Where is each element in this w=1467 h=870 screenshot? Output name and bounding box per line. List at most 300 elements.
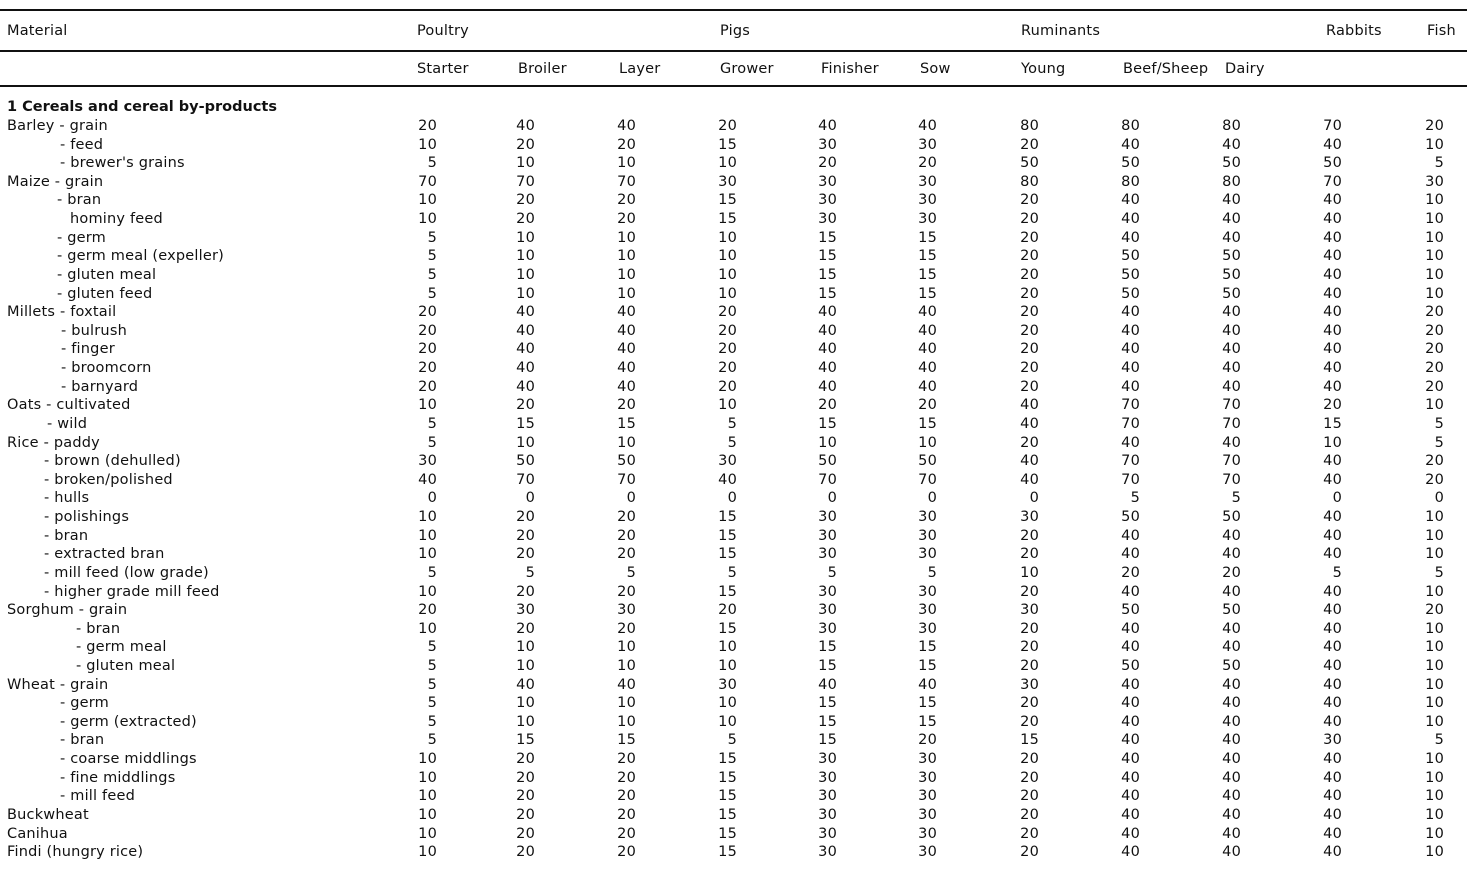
row-value: 40 (1222, 769, 1241, 786)
row-value: 0 (1332, 490, 1342, 507)
row-label: - germ meal (76, 639, 167, 656)
row-value: 5 (525, 564, 535, 581)
row-value: 20 (418, 378, 437, 395)
row-value: 70 (1121, 453, 1140, 470)
row-value: 20 (818, 397, 837, 414)
row-value: 30 (918, 825, 937, 842)
row-value: 15 (718, 192, 737, 209)
row-value: 40 (1323, 527, 1342, 544)
row-value: 20 (1020, 546, 1039, 563)
row-value: 20 (918, 155, 937, 172)
row-value: 30 (918, 192, 937, 209)
row-label: - coarse middlings (60, 751, 197, 768)
header-mid-rule (0, 50, 1467, 52)
row-value: 10 (418, 620, 437, 637)
row-value: 10 (418, 211, 437, 228)
row-value: 10 (418, 527, 437, 544)
row-value: 5 (427, 713, 437, 730)
row-value: 30 (818, 509, 837, 526)
row-value: 10 (1425, 769, 1444, 786)
row-value: 5 (427, 248, 437, 265)
row-value: 5 (427, 639, 437, 656)
row-value: 15 (818, 415, 837, 432)
row-value: 10 (617, 695, 636, 712)
row-value: 0 (727, 490, 737, 507)
row-value: 40 (1323, 825, 1342, 842)
row-value: 40 (1020, 453, 1039, 470)
row-value: 20 (516, 769, 535, 786)
row-value: 50 (1020, 155, 1039, 172)
row-value: 40 (1222, 546, 1241, 563)
row-value: 20 (1020, 825, 1039, 842)
row-value: 10 (1425, 676, 1444, 693)
row-value: 40 (1323, 695, 1342, 712)
row-value: 40 (1121, 229, 1140, 246)
row-value: 40 (1121, 713, 1140, 730)
row-value: 50 (1222, 509, 1241, 526)
row-value: 40 (1323, 471, 1342, 488)
row-value: 20 (918, 732, 937, 749)
row-value: 40 (1222, 713, 1241, 730)
row-value: 70 (918, 471, 937, 488)
row-value: 10 (617, 639, 636, 656)
row-value: 40 (1222, 304, 1241, 321)
row-value: 15 (718, 583, 737, 600)
row-label: Sorghum - grain (7, 602, 128, 619)
row-value: 30 (818, 825, 837, 842)
row-value: 40 (1222, 844, 1241, 861)
row-value: 70 (1121, 397, 1140, 414)
row-value: 15 (918, 713, 937, 730)
row-value: 70 (1121, 415, 1140, 432)
row-value: 40 (1121, 732, 1140, 749)
row-value: 20 (516, 546, 535, 563)
row-value: 30 (918, 173, 937, 190)
row-value: 70 (617, 173, 636, 190)
row-value: 40 (617, 304, 636, 321)
row-value: 40 (1020, 415, 1039, 432)
row-value: 70 (1121, 471, 1140, 488)
row-value: 20 (516, 825, 535, 842)
row-value: 50 (617, 453, 636, 470)
row-value: 30 (418, 453, 437, 470)
row-value: 40 (617, 322, 636, 339)
row-value: 10 (718, 285, 737, 302)
row-value: 20 (1020, 769, 1039, 786)
row-value: 5 (427, 415, 437, 432)
row-value: 10 (418, 192, 437, 209)
row-value: 40 (1121, 304, 1140, 321)
row-value: 5 (1434, 155, 1444, 172)
row-value: 10 (1425, 806, 1444, 823)
row-value: 40 (918, 378, 937, 395)
row-value: 10 (418, 751, 437, 768)
row-value: 10 (718, 266, 737, 283)
row-value: 10 (1425, 844, 1444, 861)
header-group-poultry: Poultry (417, 23, 469, 39)
row-label: - fine middlings (60, 769, 176, 786)
row-value: 15 (818, 713, 837, 730)
row-value: 20 (1020, 583, 1039, 600)
row-value: 30 (918, 527, 937, 544)
row-value: 20 (1020, 751, 1039, 768)
row-label: - bran (44, 527, 89, 544)
row-value: 10 (818, 434, 837, 451)
row-value: 5 (1231, 490, 1241, 507)
row-value: 20 (1020, 192, 1039, 209)
row-value: 30 (818, 620, 837, 637)
row-value: 20 (718, 602, 737, 619)
row-label: - bran (57, 192, 102, 209)
row-value: 20 (617, 844, 636, 861)
row-value: 50 (1222, 602, 1241, 619)
row-value: 15 (818, 285, 837, 302)
row-value: 10 (1425, 713, 1444, 730)
row-value: 40 (1020, 471, 1039, 488)
row-value: 40 (1222, 360, 1241, 377)
row-value: 40 (1222, 229, 1241, 246)
row-value: 30 (818, 583, 837, 600)
row-value: 40 (1323, 136, 1342, 153)
row-value: 20 (1425, 453, 1444, 470)
row-value: 30 (918, 509, 937, 526)
row-value: 80 (1020, 173, 1039, 190)
row-value: 10 (617, 285, 636, 302)
row-value: 20 (1020, 434, 1039, 451)
row-value: 10 (617, 434, 636, 451)
row-value: 40 (1222, 322, 1241, 339)
row-value: 10 (418, 844, 437, 861)
row-value: 5 (1434, 434, 1444, 451)
row-value: 20 (516, 583, 535, 600)
row-value: 15 (918, 229, 937, 246)
row-value: 15 (718, 509, 737, 526)
row-value: 40 (1323, 620, 1342, 637)
row-value: 10 (1425, 248, 1444, 265)
row-value: 80 (1020, 118, 1039, 134)
row-value: 20 (516, 527, 535, 544)
row-label: - finger (61, 341, 115, 358)
row-value: 10 (1425, 266, 1444, 283)
row-value: 20 (617, 769, 636, 786)
row-value: 10 (418, 546, 437, 563)
row-value: 10 (617, 266, 636, 283)
row-value: 20 (516, 192, 535, 209)
row-value: 20 (1020, 788, 1039, 805)
row-value: 40 (1222, 620, 1241, 637)
row-value: 20 (516, 844, 535, 861)
row-value: 20 (617, 192, 636, 209)
row-value: 20 (818, 155, 837, 172)
row-value: 10 (516, 266, 535, 283)
row-value: 50 (1121, 285, 1140, 302)
row-value: 15 (918, 695, 937, 712)
row-value: 40 (617, 378, 636, 395)
row-value: 15 (818, 695, 837, 712)
subheader-finisher: Finisher (821, 61, 879, 77)
row-value: 20 (617, 397, 636, 414)
row-value: 30 (918, 806, 937, 823)
row-value: 20 (1020, 639, 1039, 656)
row-value: 20 (617, 136, 636, 153)
row-value: 40 (1323, 378, 1342, 395)
row-value: 10 (918, 434, 937, 451)
row-value: 40 (1222, 136, 1241, 153)
row-value: 40 (1121, 360, 1140, 377)
row-label: hominy feed (70, 211, 163, 228)
row-value: 30 (818, 136, 837, 153)
row-value: 5 (727, 434, 737, 451)
row-value: 40 (1222, 434, 1241, 451)
row-value: 5 (1434, 415, 1444, 432)
row-value: 40 (1121, 844, 1140, 861)
row-value: 10 (418, 769, 437, 786)
row-value: 70 (1323, 173, 1342, 190)
row-value: 15 (818, 248, 837, 265)
row-label: - feed (60, 136, 104, 153)
row-value: 50 (1222, 248, 1241, 265)
row-value: 30 (818, 751, 837, 768)
row-value: 10 (718, 639, 737, 656)
row-value: 15 (718, 825, 737, 842)
row-value: 50 (1222, 657, 1241, 674)
row-value: 10 (718, 713, 737, 730)
row-value: 15 (718, 211, 737, 228)
row-value: 10 (1425, 229, 1444, 246)
row-value: 5 (1434, 564, 1444, 581)
row-value: 50 (1222, 266, 1241, 283)
row-value: 30 (718, 173, 737, 190)
row-label: - germ (57, 229, 106, 246)
row-value: 40 (1222, 806, 1241, 823)
row-value: 70 (1323, 118, 1342, 134)
row-value: 10 (1425, 509, 1444, 526)
row-value: 5 (727, 415, 737, 432)
row-value: 40 (1323, 266, 1342, 283)
row-label: - higher grade mill feed (44, 583, 220, 600)
row-value: 15 (918, 285, 937, 302)
row-label: - bran (76, 620, 121, 637)
row-value: 40 (1323, 509, 1342, 526)
row-value: 10 (418, 825, 437, 842)
row-value: 30 (818, 173, 837, 190)
row-value: 10 (1323, 434, 1342, 451)
row-value: 5 (427, 285, 437, 302)
row-value: 20 (418, 322, 437, 339)
row-value: 40 (1323, 453, 1342, 470)
row-value: 40 (1323, 844, 1342, 861)
row-value: 40 (918, 676, 937, 693)
row-label: - extracted bran (44, 546, 165, 563)
row-value: 30 (1020, 676, 1039, 693)
row-value: 10 (617, 657, 636, 674)
header-group-pigs: Pigs (720, 23, 751, 39)
row-value: 30 (818, 192, 837, 209)
row-value: 20 (516, 620, 535, 637)
row-value: 70 (516, 471, 535, 488)
row-value: 5 (827, 564, 837, 581)
row-value: 15 (718, 806, 737, 823)
row-value: 15 (516, 732, 535, 749)
row-value: 20 (617, 509, 636, 526)
row-value: 20 (617, 211, 636, 228)
row-value: 30 (818, 788, 837, 805)
row-label: Barley - grain (7, 118, 108, 134)
row-value: 50 (516, 453, 535, 470)
row-value: 30 (617, 602, 636, 619)
row-value: 15 (718, 546, 737, 563)
row-value: 10 (617, 229, 636, 246)
row-value: 20 (1425, 360, 1444, 377)
row-value: 40 (1323, 341, 1342, 358)
row-value: 40 (1121, 341, 1140, 358)
row-value: 10 (516, 248, 535, 265)
row-value: 40 (1121, 378, 1140, 395)
row-value: 80 (1121, 118, 1140, 134)
row-value: 40 (1121, 806, 1140, 823)
row-value: 30 (918, 769, 937, 786)
row-value: 10 (617, 155, 636, 172)
row-label: - gluten meal (57, 266, 157, 283)
row-value: 80 (1222, 118, 1241, 134)
row-value: 40 (1323, 788, 1342, 805)
row-value: 40 (516, 378, 535, 395)
row-value: 5 (927, 564, 937, 581)
row-label: - germ (extracted) (60, 713, 197, 730)
row-value: 10 (516, 434, 535, 451)
row-value: 10 (516, 155, 535, 172)
row-value: 40 (1222, 527, 1241, 544)
row-label: - broken/polished (44, 471, 173, 488)
row-value: 15 (718, 620, 737, 637)
row-value: 40 (1323, 248, 1342, 265)
row-value: 40 (516, 118, 535, 134)
row-value: 5 (427, 695, 437, 712)
row-value: 40 (617, 118, 636, 134)
row-value: 40 (1323, 192, 1342, 209)
row-value: 30 (516, 602, 535, 619)
row-value: 20 (718, 322, 737, 339)
row-label: - polishings (44, 509, 130, 526)
row-value: 20 (617, 583, 636, 600)
row-value: 20 (1222, 564, 1241, 581)
row-value: 15 (1020, 732, 1039, 749)
row-value: 70 (418, 173, 437, 190)
row-value: 15 (1323, 415, 1342, 432)
row-value: 10 (516, 639, 535, 656)
row-label: - brewer's grains (60, 155, 185, 172)
row-value: 20 (617, 825, 636, 842)
row-value: 30 (1425, 173, 1444, 190)
row-value: 40 (1222, 341, 1241, 358)
row-value: 10 (1425, 695, 1444, 712)
row-value: 20 (1425, 378, 1444, 395)
row-value: 30 (718, 453, 737, 470)
row-value: 40 (818, 360, 837, 377)
row-label: - brown (dehulled) (44, 453, 181, 470)
row-value: 20 (516, 751, 535, 768)
row-value: 20 (1020, 360, 1039, 377)
row-value: 20 (1020, 620, 1039, 637)
row-value: 30 (918, 788, 937, 805)
row-value: 40 (1222, 211, 1241, 228)
row-value: 30 (718, 676, 737, 693)
row-value: 40 (1222, 378, 1241, 395)
row-value: 10 (1020, 564, 1039, 581)
row-value: 40 (1121, 695, 1140, 712)
row-value: 30 (818, 844, 837, 861)
row-value: 40 (1222, 695, 1241, 712)
row-value: 40 (918, 360, 937, 377)
row-value: 50 (1323, 155, 1342, 172)
row-value: 40 (516, 304, 535, 321)
row-value: 40 (818, 118, 837, 134)
row-value: 10 (418, 788, 437, 805)
row-value: 40 (516, 676, 535, 693)
row-value: 15 (918, 248, 937, 265)
row-value: 15 (818, 732, 837, 749)
row-value: 70 (818, 471, 837, 488)
row-value: 40 (1323, 676, 1342, 693)
row-value: 15 (617, 415, 636, 432)
row-value: 30 (918, 136, 937, 153)
row-label: Oats - cultivated (7, 397, 131, 414)
row-value: 40 (516, 341, 535, 358)
row-value: 40 (1323, 713, 1342, 730)
row-value: 40 (1323, 546, 1342, 563)
row-value: 40 (1323, 769, 1342, 786)
row-value: 20 (718, 341, 737, 358)
row-value: 15 (918, 657, 937, 674)
row-value: 20 (516, 397, 535, 414)
row-value: 10 (1425, 527, 1444, 544)
row-value: 40 (1020, 397, 1039, 414)
row-label: - gluten meal (76, 657, 176, 674)
row-value: 40 (1323, 304, 1342, 321)
row-value: 20 (617, 751, 636, 768)
row-value: 10 (1425, 825, 1444, 842)
row-value: 40 (818, 676, 837, 693)
row-value: 15 (718, 844, 737, 861)
row-value: 10 (418, 806, 437, 823)
row-value: 40 (1323, 322, 1342, 339)
row-value: 40 (818, 341, 837, 358)
row-value: 40 (1323, 211, 1342, 228)
row-value: 30 (1020, 602, 1039, 619)
row-value: 40 (516, 322, 535, 339)
row-value: 5 (626, 564, 636, 581)
header-group-fish: Fish (1427, 23, 1456, 39)
row-label: - mill feed (60, 788, 136, 805)
row-value: 20 (718, 118, 737, 134)
row-value: 40 (1323, 583, 1342, 600)
row-value: 40 (1121, 676, 1140, 693)
row-value: 40 (1222, 751, 1241, 768)
row-value: 20 (418, 360, 437, 377)
row-value: 20 (1020, 806, 1039, 823)
row-label: - wild (47, 415, 88, 432)
row-label: Rice - paddy (7, 434, 100, 451)
row-value: 40 (1121, 527, 1140, 544)
row-value: 40 (418, 471, 437, 488)
row-value: 15 (918, 639, 937, 656)
row-value: 40 (918, 341, 937, 358)
row-value: 40 (1121, 322, 1140, 339)
row-value: 40 (1121, 751, 1140, 768)
row-value: 15 (718, 788, 737, 805)
row-value: 20 (1020, 322, 1039, 339)
row-value: 40 (1323, 229, 1342, 246)
